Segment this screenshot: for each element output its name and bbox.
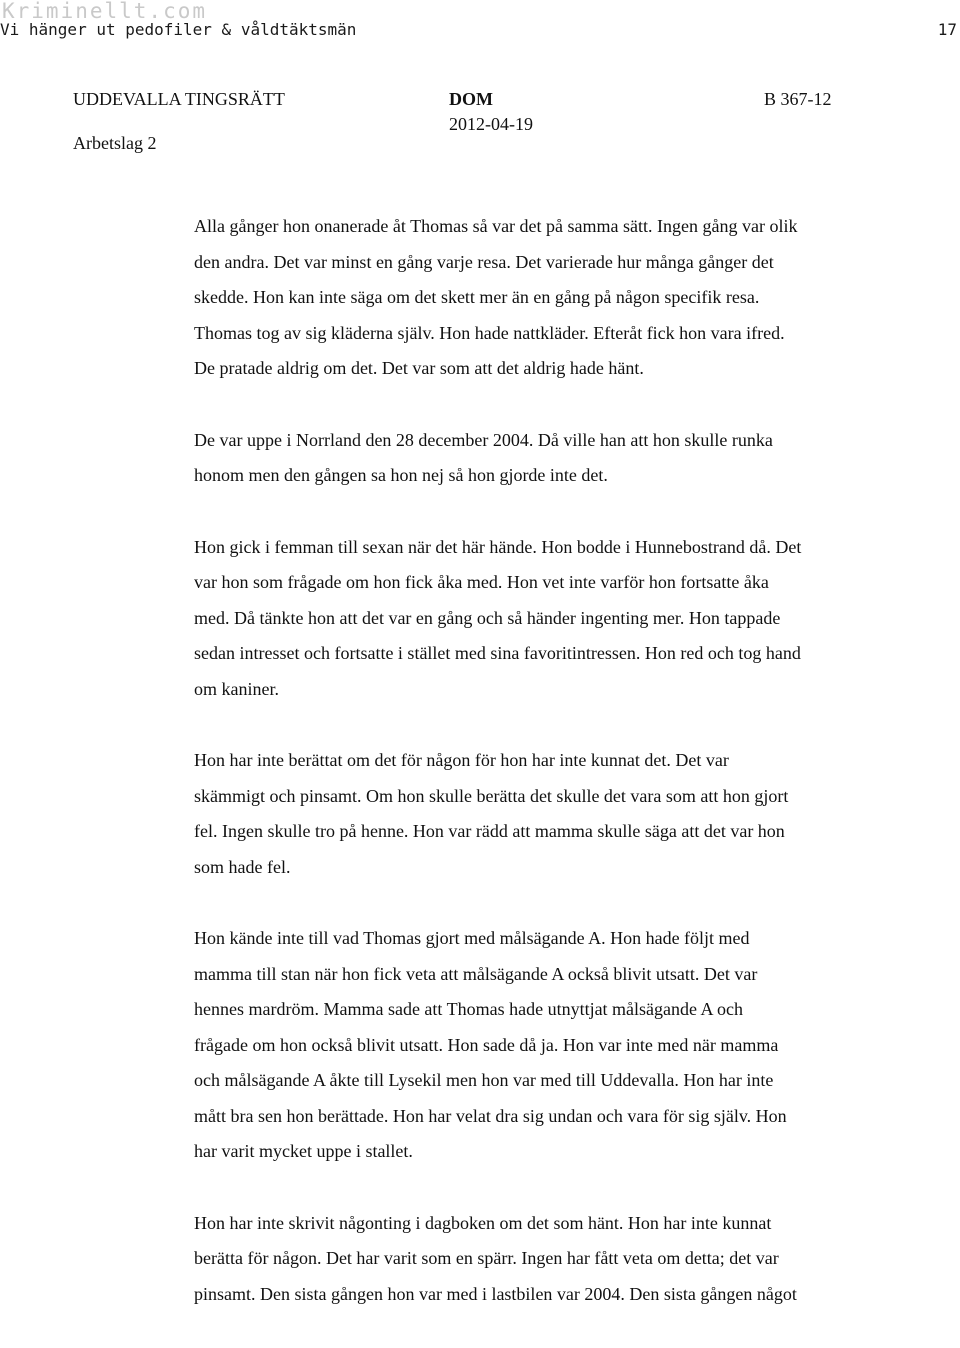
text-line: honom men den gången sa hon nej så hon gjorde inte det. <box>194 465 608 485</box>
text-line: Hon gick i femman till sexan när det här hände. Hon bodde i Hunnebostrand då. Det <box>194 536 802 557</box>
text-line: Hon kände inte till vad Thomas gjort med målsägande A. Hon hade följt med <box>194 928 750 948</box>
site-watermark-logo: Kriminellt.com <box>2 0 208 23</box>
text-line: Hon har inte skrivit någonting i dagboken om det som hänt. Hon har inte kunnat <box>194 1212 772 1233</box>
body-paragraph <box>194 209 914 387</box>
text-line: den andra. Det var minst en gång varje resa. Det varierade hur många gånger det <box>194 251 774 272</box>
text-line: om kaniner. <box>194 678 279 699</box>
text-line: berätta för någon. Det har varit som en spärr. Ingen har fått veta om detta; det var <box>194 1248 779 1268</box>
document-body <box>194 209 914 1348</box>
text-line: skämmigt och pinsamt. Om hon skulle berätta det skulle det vara som att hon gjort <box>194 785 789 806</box>
document-type: DOM <box>449 89 493 109</box>
text-line: skedde. Hon kan inte säga om det skett mer än en gång på någon specifik resa. <box>194 287 760 307</box>
text-line: sedan intresset och fortsatte i stället med sina favoritintressen. Hon red och tog hand <box>194 643 801 663</box>
body-paragraph <box>194 921 914 1170</box>
text-line: pinsamt. Den sista gången hon var med i lastbilen var 2004. Den sista gången något <box>194 1283 797 1304</box>
text-line: frågade om hon också blivit utsatt. Hon sade då ja. Hon var inte med när mamma <box>194 1034 779 1055</box>
court-division: Arbetslag 2 <box>73 133 157 153</box>
document-date: 2012-04-19 <box>449 114 533 134</box>
body-paragraph <box>194 423 914 494</box>
text-line: Thomas tog av sig kläderna själv. Hon hade nattkläder. Efteråt fick hon vara ifred. <box>194 322 785 343</box>
body-paragraph <box>194 530 914 708</box>
text-line: Hon har inte berättat om det för någon för hon har inte kunnat det. Det var <box>194 750 729 770</box>
text-line: De var uppe i Norrland den 28 december 2004. Då ville han att hon skulle runka <box>194 429 773 450</box>
text-line: hennes mardröm. Mamma sade att Thomas hade utnyttjat målsägande A och <box>194 999 744 1019</box>
text-line: mamma till stan när hon fick veta att målsägande A också blivit utsatt. Det var <box>194 963 758 984</box>
text-line: De pratade aldrig om det. Det var som att det aldrig hade hänt. <box>194 358 644 378</box>
body-paragraph <box>194 743 914 885</box>
text-line: som hade fel. <box>194 856 291 877</box>
text-line: var hon som frågade om hon fick åka med. Hon vet inte varför hon fortsatte åka <box>194 572 769 592</box>
site-subtitle: Vi hänger ut pedofiler & våldtäktsmän <box>0 20 357 39</box>
page-number: 17 <box>937 20 957 39</box>
text-line: mått bra sen hon berättade. Hon har velat dra sig undan och vara för sig själv. Hon <box>194 1105 787 1126</box>
court-name: UDDEVALLA TINGSRÄTT <box>73 89 285 109</box>
text-line: har varit mycket uppe i stallet. <box>194 1141 413 1161</box>
text-line: Alla gånger hon onanerade åt Thomas så var det på samma sätt. Ingen gång var olik <box>194 216 798 236</box>
text-line: fel. Ingen skulle tro på henne. Hon var rädd att mamma skulle säga att det var hon <box>194 821 785 841</box>
text-line: och målsägande A åkte till Lysekil men hon var med till Uddevalla. Hon har inte <box>194 1070 774 1090</box>
text-line: med. Då tänkte hon att det var en gång och så händer ingenting mer. Hon tappade <box>194 607 781 628</box>
site-header <box>0 20 960 44</box>
body-paragraph <box>194 1206 914 1313</box>
case-number: B 367-12 <box>764 89 832 109</box>
